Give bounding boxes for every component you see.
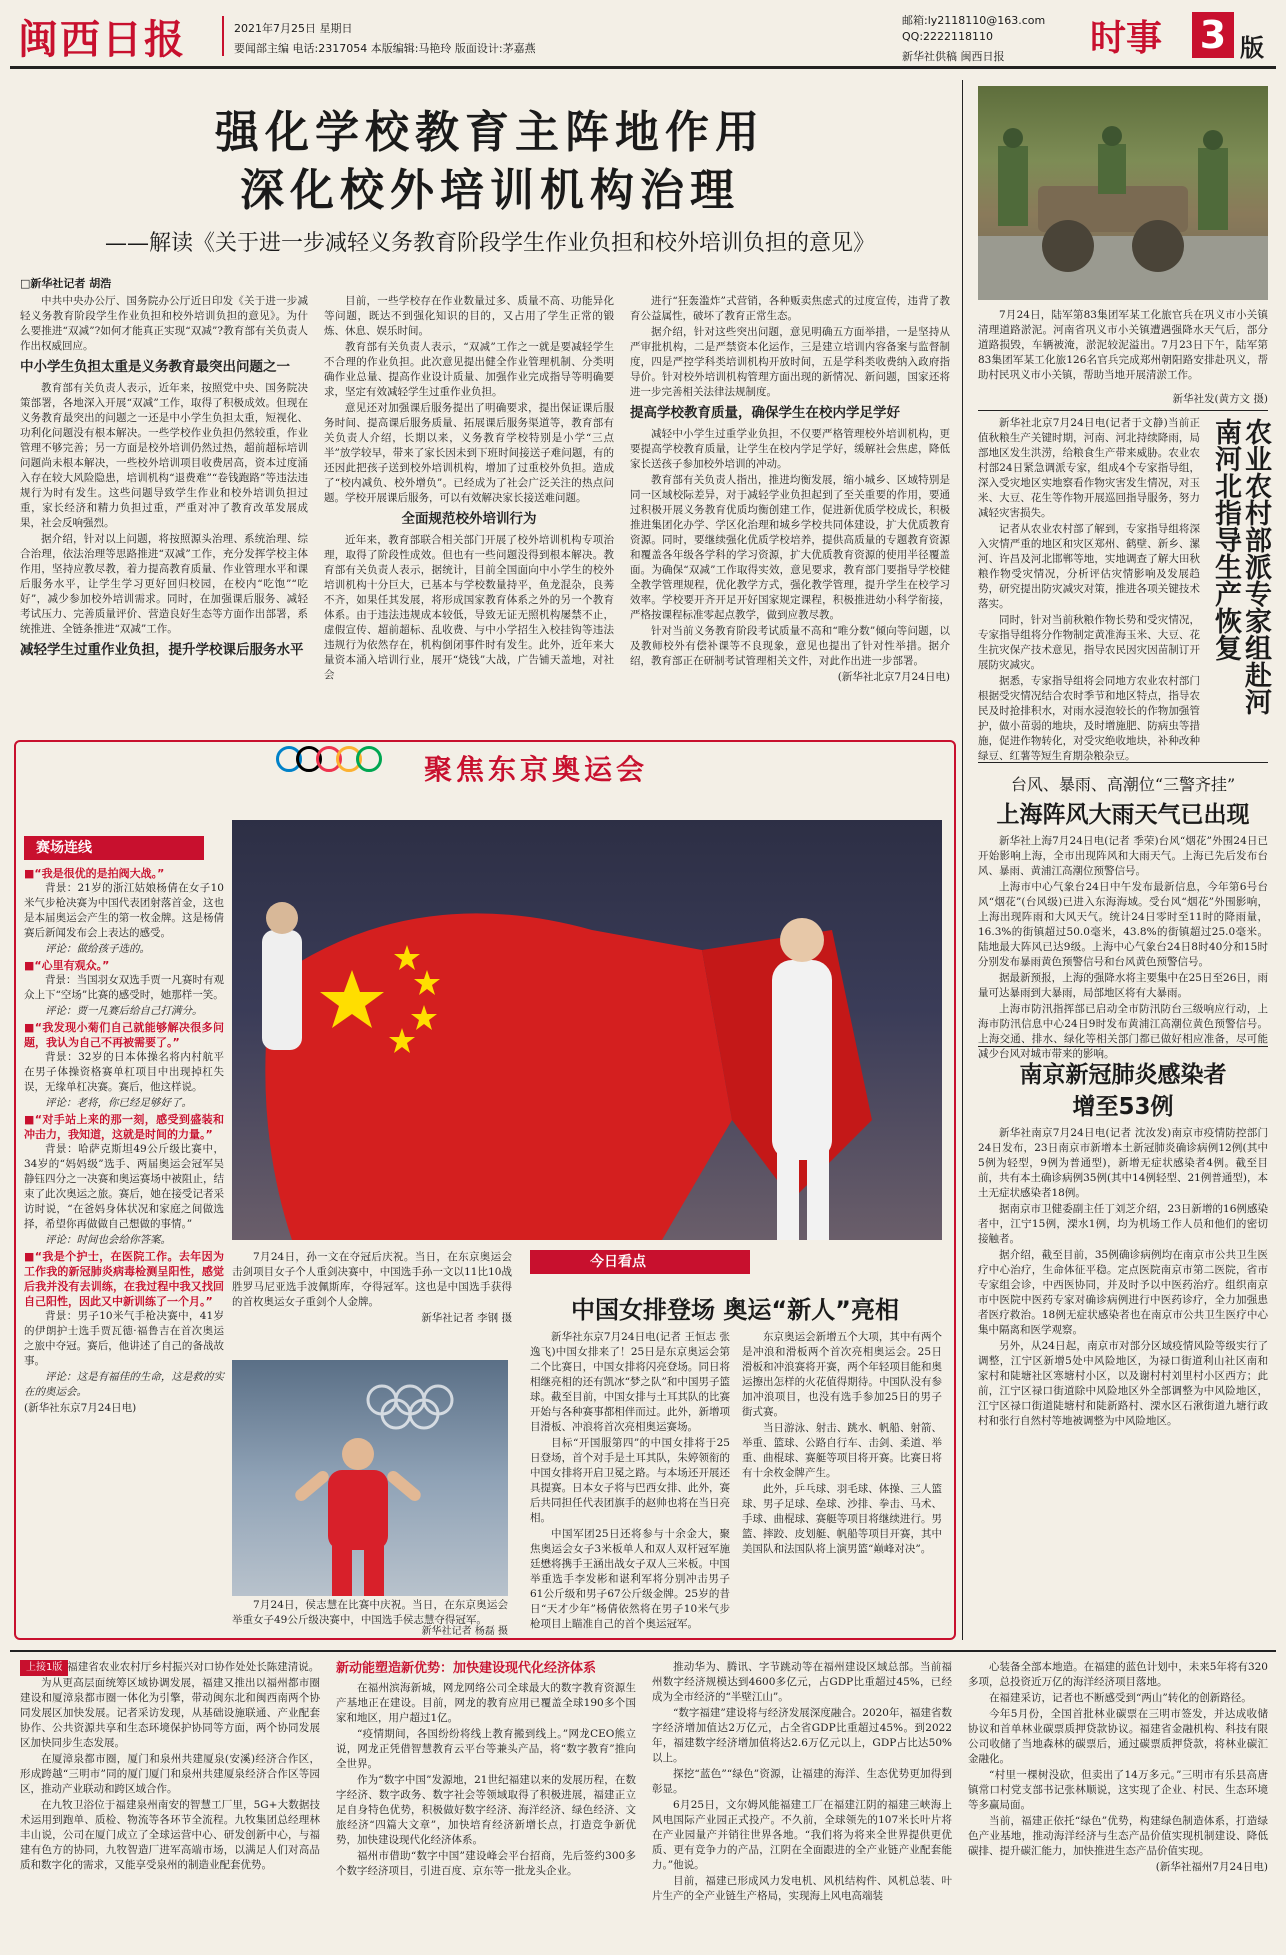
lead-column-2: 目前，一些学校存在作业数量过多、质量不高、功能异化等问题，既达不到强化知识的目的，又占用了学生正常的锻炼、休息、娱乐时间。 教育部有关负责人表示，“双减”工作之一就是要减轻学生不合理的作业负担。此次意见提出健全作业管理机制、分类明确作业总量、提高作业设计质量、加强作业完成指导等明确要求，坚定有效减轻学生过重作业负担。 意见还对加强课后服务提出了明确要求，提出保证课后服务时间、提高课后服务质量、拓展课后服务渠道等，教育部有关负责人介绍，长期以来，义务教育学校特别是小学“三点半”放学较早，带来了家长因未到下班时间接送子难问题，有的还因此把孩子送到校外培训机构，增加了过重校外负担。造成了“校内减负、校外增负”。已经成为了社会广泛关注的热点问题。学校开展课后服务，可以有效解决家长接送难问题。 全面规范校外培训行为 近年来，教育部联合相关部门开展了校外培训机构专项治理，取得了阶段性成效。但也有一些问题没得到根本解决。教育部有关负责人表示，据统计，目前全国面向中小学生的校外培训机构十分巨大，已基本与学校数量持平，鱼龙混杂，良莠不齐，如果任其发展，将形成国家教育体系之外的另一个教育体系。由于违法违规成本较低，导致无证无照机构屡禁不止，虚假宣传、超前超标、乱收费、与中小学招生入校挂钩等违法违规行为依然存在，机构倒闭事件时有发生。此外，近年来大量资本涌入培训行业，展开“烧钱”大战，广告铺天盖地，对社会 <box>324 295 614 681</box>
lead-subhead-4: 提高学校教育质量，确保学生在校内学足学好 <box>630 405 900 421</box>
weightlifter-photo <box>232 1360 508 1596</box>
olympic-rings-icon <box>276 746 436 780</box>
column-separator <box>962 80 963 1640</box>
bottom-column-3: 推动华为、腾讯、字节跳动等在福州建设区域总部。当前福州数字经济规模达到4600多亿元，占GDP比重超过45%，已经成为全市经济的“半壁江山”。 “数字福建”建设将与经济发展深度融合。2020年，福建省数字经济增加值达2万亿元，占全省GDP比重超过45%。到2022年，福建数字经济增加值将达2.6万亿元以上，GDP占比达50%以上。 探挖“蓝色”“绿色”资源，让福建的海洋、生态优势更加得到彰显。 6月25日，文尔姆风能福建工厂在福建江阴的福建三峡海上风电国际产业园正式投产。不久前，全球领先的107米长叶片将在产业园量产并销往世界各地。“我们将为将来全世界提供更优质、更有竞争力的产品，江阴在全面跟进的全产业链产业配套能力。”他说。 目前，福建已形成风力发电机、风机结构件、风机总装、叶片生产的全产业链生产格局，实现海上风电高端装 <box>652 1661 952 1902</box>
bottom-subhead: 新动能塑造新优势：加快建设现代化经济体系 <box>336 1661 597 1676</box>
bottom-dateline: (新华社福州7月24日电) <box>1155 1861 1268 1873</box>
bottom-column-1: 福建省农业农村厅乡村振兴对口协作处处长陈建清说。 为从更高层面统筹区域协调发展，福建又推出以福州都市圈建设和厦漳泉都市圈一体化为引擎，带动闽东北和闽西南两个协同发展区加快发展。记者采访发现，从基础设施联通、产业配套协作、公共资源共享和生态环境保护协同等方面，两个协同发展区加快同步生态发展。 在厦漳泉都市圈，厦门和泉州共建厦泉(安溪)经济合作区，形成跨越“三明市”同的厦门厦门和泉州共建厦泉经济合作区等园区，推动产业联动和跨区域合作。 在九牧卫浴位于福建泉州南安的智慧工厂里，5G+大数据技术运用到跑单、质检、物流等各环节全流程。九牧集团总经理林丰山说，公司在厦门成立了全球运营中心、研发创新中心，与福建有色方的协同，九牧智造厂进军高端市场，以满足人们对高品质和数字化的需求，又能享受泉州的制造业配套优势。 <box>20 1661 320 1871</box>
paper-name: 闽西日报 <box>18 16 186 63</box>
fencer-flag-photo <box>232 820 942 1240</box>
qq: QQ:2222118110 <box>902 30 994 43</box>
page-number: 3 <box>1192 12 1234 58</box>
shanghai-title: 上海阵风大雨天气已出现 <box>996 802 1250 828</box>
lead-subhead-1: 中小学生负担太重是义务教育最突出问题之一 <box>20 359 290 375</box>
lead-column-3: 进行“狂轰滥炸”式营销，各种贩卖焦虑式的过度宣传，违背了教育公益属性，破坏了教育正常生态。 据介绍，针对这些突出问题，意见明确五方面举措，一是坚持从严审批机构，二是严禁资本化运作，三是建立培训内容备案与监督制度，四是严控学科类培训机构开放时间，五是学科类收费纳入政府指导价。针对校外培训机构管理方面出现的新情况、新问题，国家还将进一步完善相关法律法规制度。 提高学校教育质量，确保学生在校内学足学好 减轻中小学生过重学业负担，不仅要严格管理校外培训机构，更要提高学校教育质量，让学生在校内学足学好，缓解社会焦虑，降低家长送孩子参加校外培训的冲动。 教育部有关负责人指出，推进均衡发展，缩小城乡、区域特别是同一区域校际差异，对于减轻学业负担起到了至关重要的作用，要通过积极开展义务教育优质均衡创建工作，促进新优质学校成长，积极推进集团化办学、学区化治理和城乡学校共同体建设，扩大优质教育资源。同时，要继续强化优质学校培养，提供高质量的专题教育资源和覆盖各年级各学科的学习资源，扩大优质教育资源的使用半径覆盖面。为确保“双减”工作取得实效，意见要求，教育部门要指导学校健全教学管理规程，优化教学方式，强化教学管理，提升学生在校学习效率。学校要开齐开足开好国家规定课程，积极推进幼小科学衔接，严格按课程标准零起点教学，做到应教尽教。 针对当前义务教育阶段考试质量不高和“唯分数”倾向等问题，以及教师校外有偿补课等不良现象，意见也提出了针对性举措。据介绍，教育部正在研制考试管理相关文件，对此作出进一步部署。 (新华社北京7月24日电) <box>630 295 950 683</box>
soldiers-cart-illustration <box>978 86 1268 300</box>
chinese-flag-celebration-illustration <box>232 820 942 1240</box>
shanghai-body: 新华社上海7月24日电(记者 季荣)台风“烟花”外围24日已开始影响上海，全市出现阵风和大雨天气。上海已先后发布台风、暴雨、黄浦江高潮位预警信号。 上海市中心气象台24日中午发布最新信息，今年第6号台风“烟花”(台风级)已进入东海海域。受台风“烟花”外围影响，上海出现阵雨和大风天气。统计24日零时至11时的降雨量，16.3%的街镇超过50.0毫米，43.8%的街镇超过25.0毫米。陆地最大阵风已达9级。上海中心气象台24日8时40分和15时分别发布暴雨黄色预警信号和台风黄色预警信号。 据最新预报，上海的强降水将主要集中在25日至26日，雨量可达暴雨到大暴雨，局部地区将有大暴雨。 上海市防汛指挥部已启动全市防汛防台三级响应行动，上海市防汛信息中心24日9时发布黄浦江高潮位黄色预警信号。上海交通、排水、绿化等相关部门都已做好相应准备，尽可能减少台风对城市带来的影响。 <box>978 835 1268 1060</box>
lead-byline: □新华社记者 胡浩 <box>20 277 112 290</box>
volleyball-column-2: 东京奥运会新增五个大项，其中有两个是冲浪和滑板两个首次亮相奥运会。25日滑板和冲浪赛将开赛，两个年轻项目能和奥运擦出怎样的火花值得期待。中国队没有参加冲浪项目，也没有选手参加25日的男子街式赛。 当日游泳、射击、跳水、帆船、射箭、举重、篮球、公路自行车、击剑、柔道、举重、曲棍球、赛艇等项目将开赛。比赛日将有十余枚金牌产生。 此外，乒乓球、羽毛球、体操、三人篮球、男子足球、垒球、沙排、拳击、马术、手球、曲棍球、赛艇等项目将继续进行。男篮、摔跤、皮划艇、帆船等项目开赛，其中美国队和法国队将上演男篮“巅峰对决”。 <box>742 1331 942 1555</box>
agri-top-rule <box>978 410 1268 411</box>
news-tag: 赛场连线 <box>24 836 204 860</box>
page-unit: 版 <box>1240 34 1264 62</box>
quote-item: ■“我是个护士，在医院工作。去年因为工作我的新冠肺炎病毒检测呈阳性，感觉后我并没有去训练，在我过程中我又找回自己阳性，因此又中新训练了一个月。” 背景：男子10米气手枪决赛中，41岁的伊朗护士选手贾瓦德·福鲁吉在首次奥运之旅中夺冠。赛后，他讲述了自己的备战故事。 评论：这是有福佳的生命，这是救的实在的奥运会。 <box>24 1250 224 1398</box>
nanjing-title-2: 增至53例 <box>1072 1094 1174 1120</box>
nanjing-body: 新华社南京7月24日电(记者 沈汝发)南京市疫情防控部门24日发布，23日南京市新增本土新冠肺炎确诊病例12例(其中5例为轻型，9例为普通型)，新增无症状感染者4例。截至目前，共有本土确诊病例35例(其中14例轻型、21例普通型)，本土无症状感染者18例。 据南京市卫健委副主任丁刘芝介绍，23日新增的16例感染者中，江宁15例，溧水1例，均为机场工作人员和他们的密切接触者。 据介绍，截至目前，35例确诊病例均在南京市公共卫生医疗中心治疗，生命体征平稳。定点医院南京市第二医院，省市专家组会诊，中西医协同，并及时予以中医药治疗。组织南京市中医院中医药专家对确诊病例进行中医药诊疗，全力加强患者医疗救治。18例无症状感染者也在南京市公共卫生医疗中心集中隔离和医学观察。 另外，从24日起，南京市对部分区域疫情风险等级实行了调整，江宁区新增5处中风险地区，为禄口街道利山社区南和家村和陡塘社区寒塘村小区，以及谢村村刘里村小区西方；此前，江宁区禄口街道除中风险地区外全部调整为中风险地区，江宁区禄口街道陡塘村和陡新路村、溧水区石湫街道九塘行政村和张行自然村等地被调整为中风险地区。 <box>978 1127 1268 1427</box>
photo1-caption: 7月24日，孙一文在夺冠后庆祝。当日，在东京奥运会击剑项目女子个人重剑决赛中，中国选手孙一文以11比10战胜罗马尼亚选手波佩斯库，夺得冠军。这也是中国选手获得的首枚奥运女子重剑个人金牌。 新华社记者 李钢 摄 <box>232 1251 512 1324</box>
section-name: 时事 <box>1090 18 1163 59</box>
masthead <box>10 6 1276 64</box>
quote-item: ■“我发现小菊们自己就能够解决很多问题，我认为自己不再被需要了。” 背景：32岁的日本体操名将内村航平在男子体操资格赛单杠项目中出现掉杠失误，无缘单杠决赛。赛后，他这样说。 评论：老将，你已经足够好了。 <box>24 1021 224 1109</box>
lead-subhead: ——解读《关于进一步减轻义务教育阶段学生作业负担和校外培训负担的意见》 <box>104 231 875 256</box>
lead-headline-2: 深化校外培训机构治理 <box>240 165 740 216</box>
bottom-strip-rule <box>10 1650 1276 1652</box>
editor-line: 要闻部主编 电话:2317054 本版编辑:马艳玲 版面设计:茅嘉燕 <box>234 42 536 55</box>
volleyball-title: 中国女排登场 奥运“新人”亮相 <box>571 1296 899 1324</box>
quotes-column <box>24 866 224 1636</box>
agri-body: 新华社北京7月24日电(记者于文静)当前正值秋粮生产关键时期，河南、河北持续降雨，局部地区发生洪涝，给粮食生产带来威胁。农业农村部24日紧急调派专家，组成4个专家指导组，深入受灾地区实地察看作物灾害发生情况，对玉米、大豆、花生等作物开展巡回指导服务，努力减轻灾害损失。 记者从农业农村部了解到，专家指导组将深入灾情严重的地区和灾区郑州、鹤壁、新乡、漯河、许昌及河北邯郸等地，实地调查了解大田秋粮作物受灾情况，分析评估灾情影响及发展趋势，研究提出防灾减灾对策，推进各项关键技术落实。 同时，针对当前秋粮作物长势和受灾情况，专家指导组将分作物制定黄准海玉米、大豆、花生抗灾保产技术意见，指导农民因灾因苗制订开展防灾减灾。 据悉，专家指导组将会同地方农业农村部门根据受灾情况结合农时季节和地区特点，指导农民及时抢排积水，对雨水浸泡较长的作物加强管护，做小苗弱的地块，及时增施肥、防病虫等措施，促进作物转化，对受灾绝收地块，补种改种绿豆、红薯等短生育期杂粮杂豆。 <box>978 417 1200 762</box>
today-tag: 今日看点 <box>530 1250 750 1274</box>
agency: 新华社供稿 闽西日报 <box>902 50 1005 63</box>
quote-item: ■“对手站上来的那一刻，感受到盛装和冲击力，我知道，这就是时间的力量。” 背景：哈萨克斯坦49公斤级比赛中，34岁的“妈妈级”选手、两届奥运会冠军吴静钰四分之一决赛和奥运赛场中被阻止，结束了此次奥运之旅。赛后，她在接受记者采访时说，“在爸妈身体状况和家庭之间做选择，希望你再做做自己想做的事情。” 评论：时间也会给你答案。 <box>24 1113 224 1246</box>
photo2-credit: 新华社记者 杨磊 摄 <box>421 1626 508 1637</box>
jump-label: 上接1版 <box>20 1660 68 1676</box>
nanjing-title-1: 南京新冠肺炎感染者 <box>1019 1062 1227 1088</box>
quote-item: ■“我是很优的是拍阀大战。” 背景：21岁的浙江姑娘杨倩在女子10米气步枪决赛为中国代表团射落首金，这也是本届奥运会产生的第一枚金牌。这是杨倩赛后新闻发布会上表达的感受。 评论：做给孩子选的。 <box>24 867 224 955</box>
agri-title: 农业农村部派专家组赴河南河北指导生产恢复 <box>1210 418 1271 715</box>
masthead-rule <box>10 66 1276 69</box>
date-line: 2021年7月25日 星期日 <box>234 22 353 35</box>
email: 邮箱:ly2118110@163.com <box>902 14 1046 27</box>
quotes-dateline: (新华社东京7月24日电) <box>24 1402 137 1414</box>
volleyball-column-1: 新华社东京7月24日电(记者 王恒志 张逸飞)中国女排来了！25日是东京奥运会第二个比赛日，中国女排将闪亮登场。同日将相继亮相的还有凯冰“梦之队”和中国男子篮球。截至目前，中国女排与土耳其队的比赛开始与各种赛事都相伴而过。此外，新增项目滑板、冲浪将首次亮相奥运赛场。 目标“开国服第四”的中国女排将于25日登场，首个对手是土耳其队，朱婷领衔的中国女排将开启卫冕之路。与本场还开展还具提赛。日本女子将与巴西女排、此外，赛后共同担任代表团旗手的赵帅也将在当日亮相。 中国军团25日还将参与十余金大，聚焦奥运会女子3米板单人和双人双杆冠军施廷懋将携手王涵出战女子双人三米板。中国举重选手李发彬和谌利军将分别冲击男子61公斤级和男子67公斤级金牌。25岁的昔日“天才少年”杨倩依然将在男子10米气步枪项目上瞄准自己的首个奥运冠军。 <box>530 1331 730 1630</box>
olympic-banner: 聚焦东京奥运会 <box>424 753 649 786</box>
masthead-divider <box>222 16 224 56</box>
lead-dateline: (新华社北京7月24日电) <box>837 671 950 683</box>
shanghai-kicker: 台风、暴雨、高潮位“三警齐挂” <box>1010 775 1236 794</box>
lead-subhead-2: 减轻学生过重作业负担，提升学校课后服务水平 <box>20 642 304 658</box>
agri-bottom-rule <box>978 762 1268 763</box>
quote-item: ■“心里有观众。” 背景：当国羽女双选手贾一凡赛时有观众上下“空场”比赛的感受时，她那样一笑。 评论：贾一凡赛后给自己打满分。 <box>24 959 224 1017</box>
shanghai-bottom-rule <box>978 1046 1268 1047</box>
flood-photo-caption: 7月24日，陆军第83集团军某工化旅官兵在巩义市小关镇清理道路淤泥。河南省巩义市小关镇遭遇强降水天气后，部分道路损毁，车辆被淹，淤泥较泥溢出。7月23日下午，陆军第83集团军某工化旅126名官兵完成郑州朝阳路安排赴巩义，帮助村民巩义市小关镇，帮助当地开展清淤工作。 <box>978 309 1268 381</box>
photo2-caption: 7月24日，侯志慧在比赛中庆祝。当日，在东京奥运会举重女子49公斤级决赛中，中国选手侯志慧夺得冠军。 <box>232 1599 508 1626</box>
flood-photo <box>978 86 1268 300</box>
lead-column-1: 中共中央办公厅、国务院办公厅近日印发《关于进一步减轻义务教育阶段学生作业负担和校外培训负担的意见》。为什么要推进“双减”?如何才能真正实现“双减”?教育部有关负责人作出权威回应。 中小学生负担太重是义务教育最突出问题之一 教育部有关负责人表示，近年来，按照党中央、国务院决策部署，各地深入开展“双减”工作，取得了积极成效。但现在义务教育最突出的问题之一还是中小学生负担太重，短视化、功利化问题没有根本解决。一些学校作业负担仍然较重，作业管理不够完善；另一方面是校外培训仍然过热，超前超标培训问题尚未根本解决，一些校外培训项目收费居高，资本过度涌入存在较大风险隐患，培训机构“退费难”“卷钱跑路”等违法违规行为时有发生。这些问题导致学生作业和校外培训负担过重，家长经济和精力负担过重，严重对冲了教育改革发展成果，社会反响强烈。 据介绍，针对以上问题，将按照源头治理、系统治理、综合治理，依法治理等思路推进“双减”工作，充分发挥学校主体作用，坚持应教尽教，着力提高教育质量、作业管理水平和课后服务水平，让学生学习更好回归校园，在校内“吃饱”“吃好”，减少参加校外培训需求。同时，在加强课后服务、减轻考试压力、完善质量评价、营造良好生态等方面作出部署，系统推进、全链条推进“双减”工作。 减轻学生过重作业负担，提升学校课后服务水平 <box>20 295 308 658</box>
bottom-column-4: 心装备全部本地造。在福建的蓝色计划中，未来5年将有320多项，总投资近万亿的海洋经济项目落地。 在福建采访，记者也不断感受到“两山”转化的创新路径。 今年5月份，全国首批林业碳票在三明市签发，并达成收储协议和首单林业碳票质押贷款协议。福建省金融机构、科技有限公司收储了当地森林的碳票后，通过碳票质押贷款，将林业碳汇金融化。 “村里一棵树没砍，但卖出了14万多元。”三明市有乐县高唐镇常口村党支部书记张林顺说，这实现了企业、村民、生态环境等多赢局面。 当前，福建正依托“绿色”优势，构建绿色制造体系，打造绿色产业基地，推动海洋经济与生态产品价值实现机制建设、降低碳排、提升碳汇能力，加快推进生态产品价值实现。 (新华社福州7月24日电) <box>968 1661 1268 1873</box>
flood-photo-credit: 新华社发(黄方文 摄) <box>1172 393 1268 405</box>
lead-subhead-3: 全面规范校外培训行为 <box>401 511 537 527</box>
bottom-column-2: 新动能塑造新优势：加快建设现代化经济体系 在福州滨海新城，网龙网络公司全球最大的数字教育资源生产基地正在建设。目前，网龙的教育应用已覆盖全球190多个国家和地区，用户超过1亿。 “疫情期间，各国纷纷将线上教育搬到线上。”网龙CEO熊立说，网龙正凭借智慧教育云平台等兼头产品，将“数字教育”推向全世界。 作为“数字中国”发源地，21世纪福建以来的发展历程，在数字经济、数字政务、数字社会等领域取得了积极进展，福建正立足自身特色优势，积极做好数字经济、海洋经济、绿色经济、文旅经济“四篇大文章”，加快培育经济新增长点，打造竞争新优势，加快建设现代化经济体系。 福州市借助“数字中国”建设峰会平台招商，先后签约300多个数字经济项目，引进百度、京东等一批龙头企业。 <box>336 1661 636 1877</box>
lead-headline-1: 强化学校教育主阵地作用 <box>215 107 765 158</box>
weightlifter-illustration <box>232 1360 508 1596</box>
